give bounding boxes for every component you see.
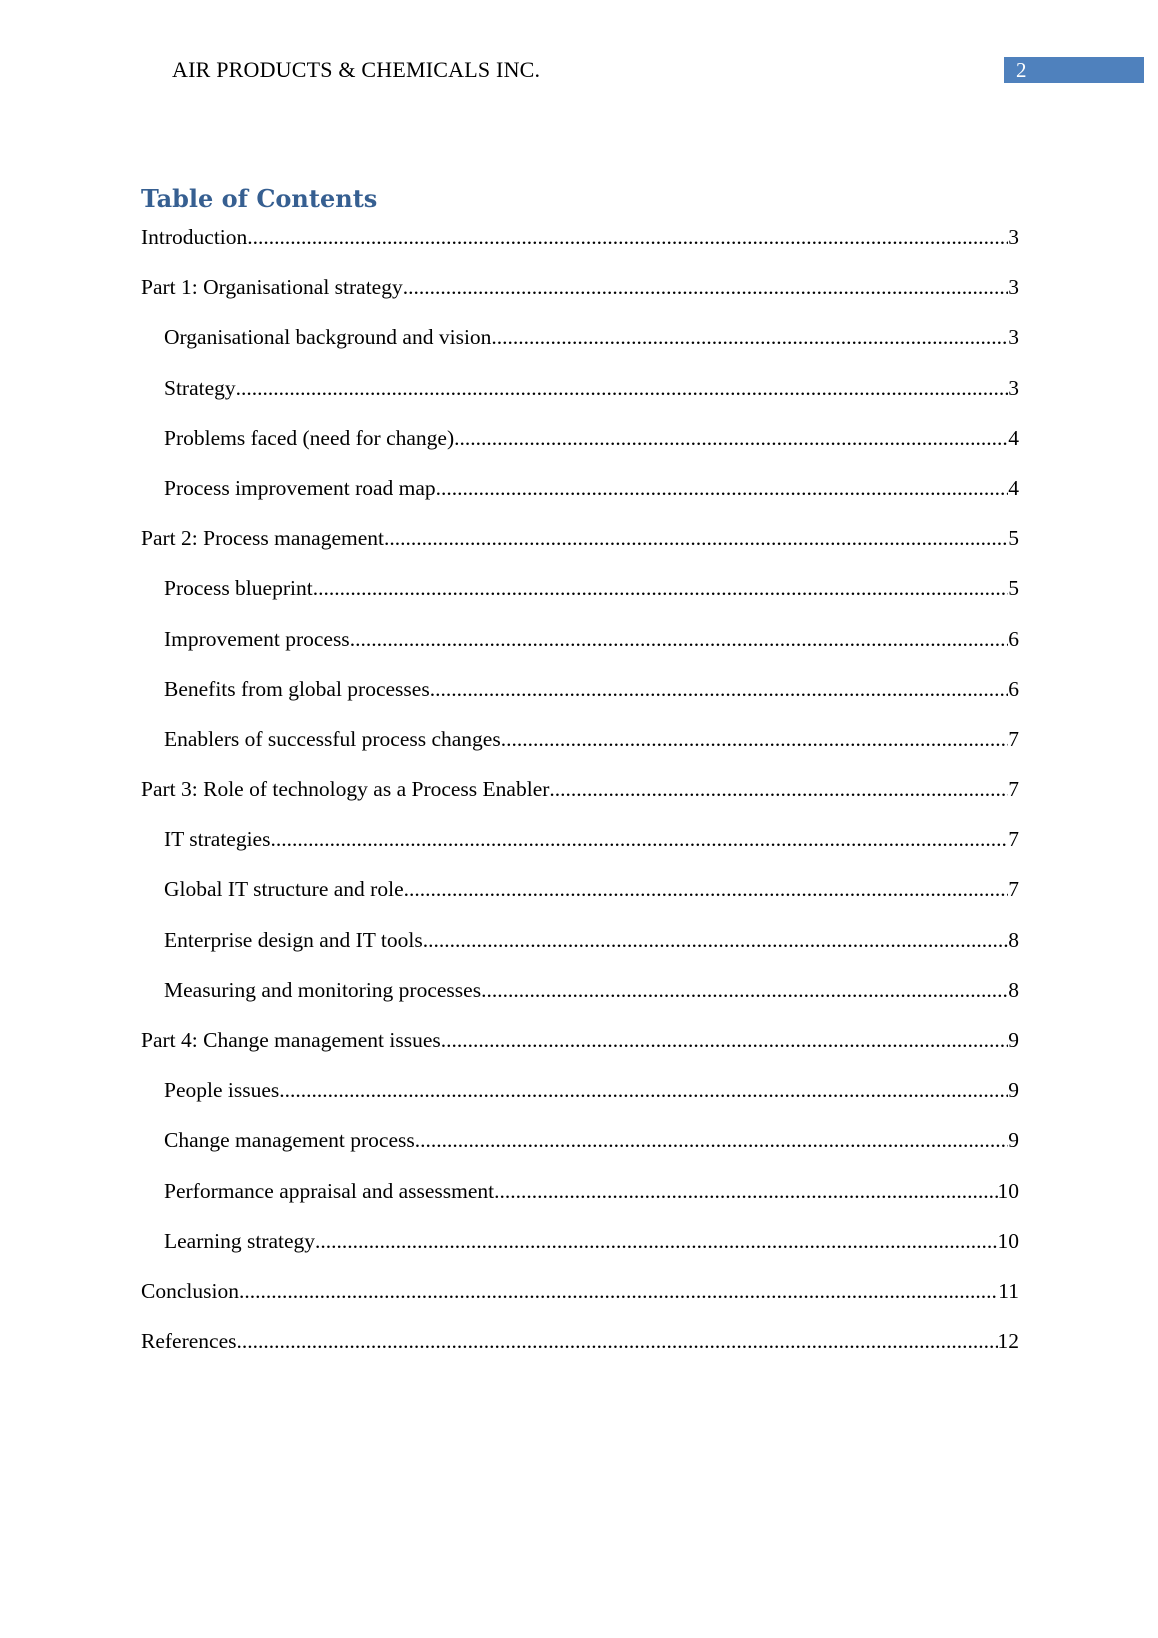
toc-dot-leader xyxy=(384,523,1008,553)
toc-entry-page: 8 xyxy=(1008,977,1019,1002)
toc-entry-page: 11 xyxy=(998,1278,1019,1303)
toc-dot-leader xyxy=(454,423,1008,453)
toc-dot-leader xyxy=(481,975,1008,1005)
toc-dot-leader xyxy=(247,222,1008,252)
toc-entry-page: 6 xyxy=(1008,626,1019,651)
toc-dot-leader xyxy=(236,373,1009,403)
toc-entry[interactable] xyxy=(141,322,1019,372)
toc-entry[interactable] xyxy=(141,1176,1019,1226)
toc-entry-page: 3 xyxy=(1008,275,1019,300)
toc-entry[interactable] xyxy=(141,824,1019,874)
toc-entry-label: Part 4: Change management issues xyxy=(141,1028,441,1052)
toc-entry[interactable] xyxy=(141,774,1019,824)
toc-dot-leader xyxy=(403,272,1009,302)
toc-entry-label: Organisational background and vision xyxy=(164,325,492,350)
toc-dot-leader xyxy=(491,322,1008,352)
toc-entry-label: Change management process xyxy=(164,1128,415,1153)
toc-entry-label: Introduction xyxy=(141,225,248,249)
toc-entry-page: 7 xyxy=(1008,827,1019,852)
toc-dot-leader xyxy=(270,824,1008,854)
toc-entry-page: 4 xyxy=(1008,425,1019,450)
toc-entry-label: Enterprise design and IT tools xyxy=(164,927,423,952)
toc-entry-label: Part 2: Process management xyxy=(141,526,385,551)
header-title: AIR PRODUCTS & CHEMICALS INC. xyxy=(172,57,541,82)
toc-dot-leader xyxy=(441,1025,1009,1055)
toc-entry-label: Improvement process xyxy=(164,626,350,651)
toc-entry-label: Problems faced (need for change) xyxy=(164,425,455,450)
toc-dot-leader xyxy=(430,674,1009,704)
toc-entry[interactable] xyxy=(141,523,1019,573)
toc-entry-page: 6 xyxy=(1008,676,1019,701)
toc-entry[interactable] xyxy=(141,1075,1019,1125)
toc-entry[interactable] xyxy=(141,272,1019,322)
toc-entry-label: Enablers of successful process changes xyxy=(164,726,501,751)
toc-list xyxy=(141,222,1019,1376)
toc-dot-leader xyxy=(350,624,1009,654)
toc-entry[interactable] xyxy=(141,724,1019,774)
toc-dot-leader xyxy=(237,1326,998,1356)
toc-dot-leader xyxy=(315,1226,997,1256)
toc-dot-leader xyxy=(423,925,1009,955)
toc-entry[interactable] xyxy=(141,1326,1019,1376)
page-number-box xyxy=(1004,57,1144,83)
page-header xyxy=(0,0,1158,110)
toc-entry-page: 5 xyxy=(1008,526,1019,551)
page-number: 2 xyxy=(1016,58,1027,82)
toc-dot-leader xyxy=(313,573,1009,603)
toc-dot-leader xyxy=(415,1125,1009,1155)
toc-entry-label: People issues xyxy=(164,1078,280,1103)
toc-dot-leader xyxy=(279,1075,1008,1105)
toc-entry-label: Measuring and monitoring processes xyxy=(164,977,482,1002)
toc-entry[interactable] xyxy=(141,624,1019,674)
toc-entry-page: 9 xyxy=(1008,1028,1019,1052)
toc-entry-page: 8 xyxy=(1008,927,1019,952)
toc-entry[interactable] xyxy=(141,373,1019,423)
toc-entry-label: Global IT structure and role xyxy=(164,877,404,902)
toc-dot-leader xyxy=(494,1176,997,1206)
toc-entry-page: 5 xyxy=(1008,576,1019,601)
toc-entry-label: Process blueprint xyxy=(164,576,313,601)
toc-heading: Table of Contents xyxy=(141,184,378,213)
toc-dot-leader xyxy=(436,473,1009,503)
toc-entry-page: 3 xyxy=(1008,325,1019,350)
toc-entry-page: 7 xyxy=(1008,726,1019,751)
toc-entry-page: 9 xyxy=(1008,1128,1019,1153)
toc-entry-label: Part 1: Organisational strategy xyxy=(141,275,403,300)
toc-entry[interactable] xyxy=(141,573,1019,623)
toc-entry-label: Part 3: Role of technology as a Process Enabler xyxy=(141,777,550,802)
toc-entry-page: 4 xyxy=(1008,475,1019,500)
toc-dot-leader xyxy=(549,774,1008,804)
toc-entry[interactable] xyxy=(141,1226,1019,1276)
toc-entry[interactable] xyxy=(141,925,1019,975)
toc-dot-leader xyxy=(239,1276,998,1306)
toc-entry[interactable] xyxy=(141,975,1019,1025)
toc-entry[interactable] xyxy=(141,1276,1019,1326)
toc-entry[interactable] xyxy=(141,222,1019,272)
toc-entry[interactable] xyxy=(141,1125,1019,1175)
toc-entry-label: Performance appraisal and assessment xyxy=(164,1178,495,1203)
toc-entry-page: 10 xyxy=(997,1228,1019,1253)
toc-entry-label: Strategy xyxy=(164,375,236,400)
toc-entry[interactable] xyxy=(141,423,1019,473)
toc-entry-label: Learning strategy xyxy=(164,1228,316,1253)
toc-entry-page: 9 xyxy=(1008,1078,1019,1103)
toc-entry-label: Conclusion xyxy=(141,1278,239,1303)
toc-entry-page: 10 xyxy=(997,1178,1019,1203)
toc-entry[interactable] xyxy=(141,1025,1019,1075)
toc-entry-page: 3 xyxy=(1008,225,1019,249)
toc-dot-leader xyxy=(501,724,1009,754)
toc-entry-label: Process improvement road map xyxy=(164,475,436,500)
toc-entry-label: IT strategies xyxy=(164,827,271,852)
toc-dot-leader xyxy=(404,874,1009,904)
toc-entry-page: 12 xyxy=(997,1329,1019,1354)
toc-entry-page: 3 xyxy=(1008,375,1019,400)
toc-entry-label: Benefits from global processes xyxy=(164,676,430,701)
toc-entry[interactable] xyxy=(141,674,1019,724)
toc-entry-page: 7 xyxy=(1008,777,1019,802)
toc-entry-label: References xyxy=(141,1329,237,1354)
toc-entry[interactable] xyxy=(141,473,1019,523)
toc-entry[interactable] xyxy=(141,874,1019,924)
toc-entry-page: 7 xyxy=(1008,877,1019,902)
